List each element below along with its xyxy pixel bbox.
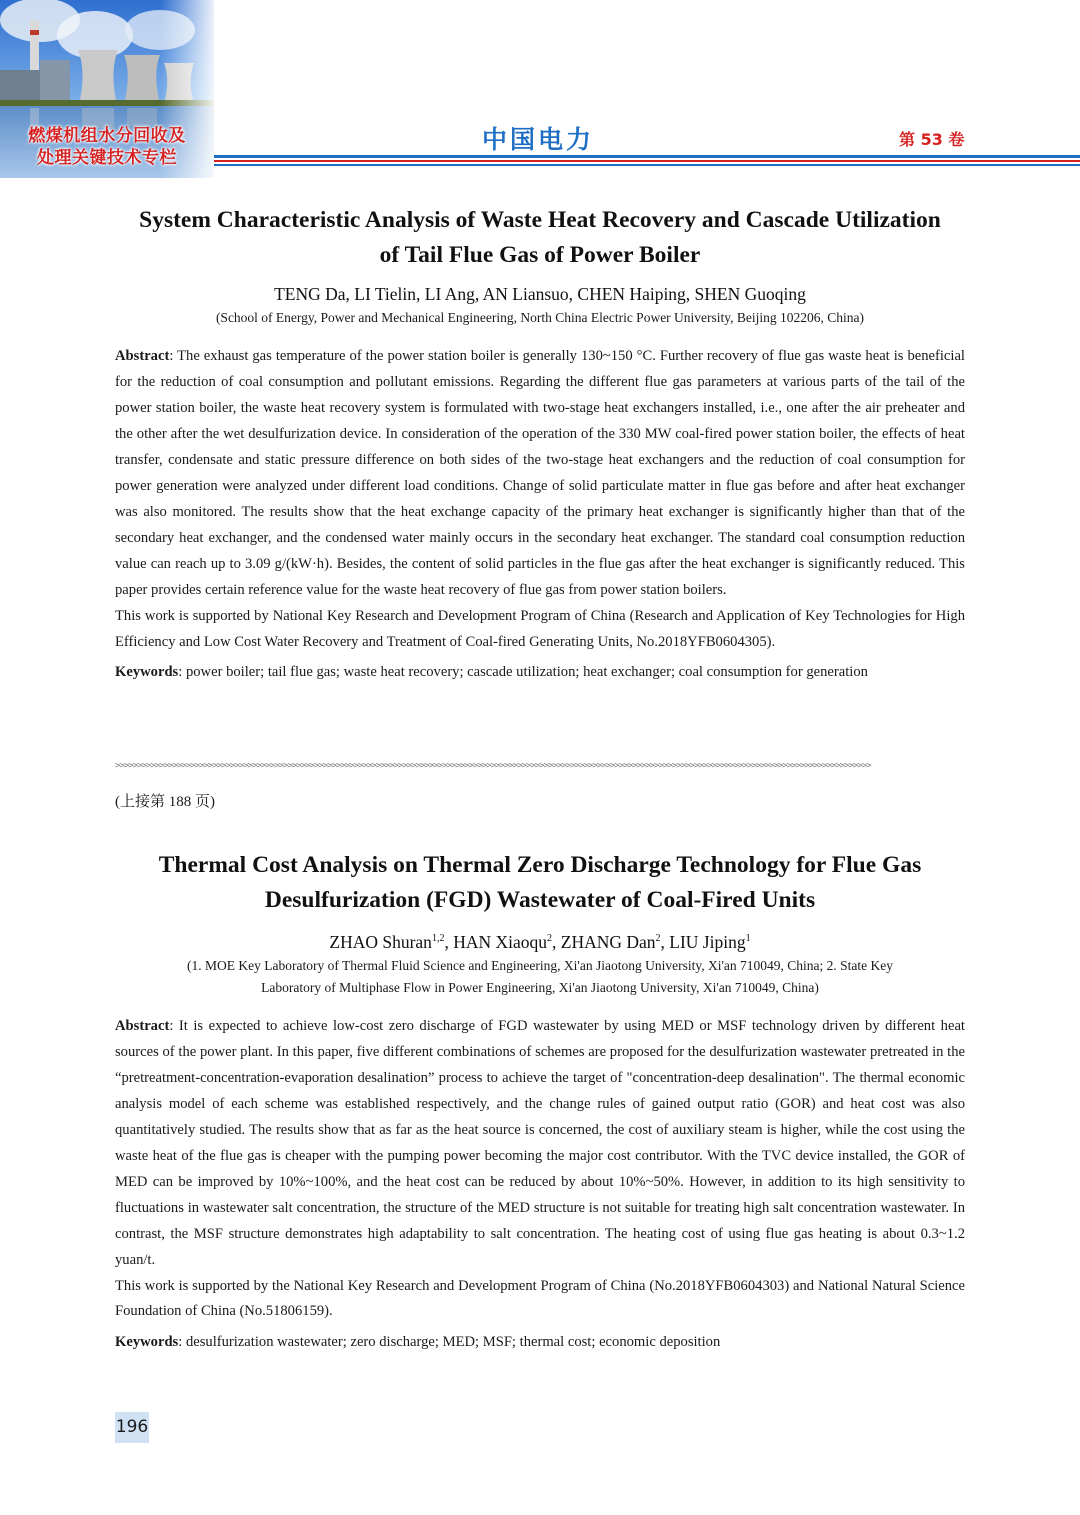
author-affil-mark: 1,2 xyxy=(431,933,445,944)
keywords-label: Keywords xyxy=(115,664,179,680)
article-1-title-line2: of Tail Flue Gas of Power Boiler xyxy=(379,242,701,268)
keywords-label: Keywords xyxy=(115,1333,179,1350)
section-divider: >>>>>>>>>>>>>>>>>>>>>>>>>>>>>>>>>>>>>>>>>>>>>>>>>>>>>>>>>>>>>>>>>>>>>>>>>>>>>>>>>>>>>>>>>>>>>>>>>>>>>>>>>>>>>>>>>>>>>>>>>>>>>>>>>>>>>>>>>>>>>>>>>>>>>>>>>>>>>>>>>>>>>>>>>>> xyxy=(115,761,871,771)
article-2 xyxy=(115,848,965,1355)
author-name: , HAN Xiaoqu xyxy=(444,931,547,952)
article-2-affiliation-line1: (1. MOE Key Laboratory of Thermal Fluid Science and Engineering, Xi'an Jiaotong University, Xi'an 710049, China; 2. State Key xyxy=(187,957,893,973)
author-name: ZHAO Shuran xyxy=(329,931,432,952)
keywords-text: : desulfurization wastewater; zero discharge; MED; MSF; thermal cost; economic deposition xyxy=(178,1333,721,1350)
article-1-keywords xyxy=(115,659,965,685)
article-1-affiliation: (School of Energy, Power and Mechanical Engineering, North China Electric Power University, Beijing 102206, China) xyxy=(215,310,865,325)
header-rule-red xyxy=(214,160,1080,162)
special-column-label xyxy=(0,125,214,169)
article-2-title-line2: Desulfurization (FGD) Wastewater of Coal-Fired Units xyxy=(264,887,816,913)
article-2-title xyxy=(115,848,965,918)
author-name: , ZHANG Dan xyxy=(552,931,656,952)
article-1-authors: TENG Da, LI Tielin, LI Ang, AN Liansuo, CHEN Haiping, SHEN Guoqing xyxy=(274,284,806,304)
article-2-affiliation-line2: Laboratory of Multiphase Flow in Power Engineering, Xi'an Jiaotong University, Xi'an 710049, China) xyxy=(261,979,819,995)
article-2-funding: This work is supported by the National Key Research and Development Program of China (No.2018YFB0604303) and National Natural Science Foundation of China (No.51806159). xyxy=(115,1277,965,1320)
header-rule-blue-2 xyxy=(214,164,1080,166)
article-1-title xyxy=(115,203,965,273)
header-rule-blue xyxy=(214,155,1080,158)
article-1 xyxy=(115,203,965,685)
article-1-title-line1: System Characteristic Analysis of Waste Heat Recovery and Cascade Utilization xyxy=(139,207,941,233)
author-affil-mark: 2 xyxy=(547,933,552,944)
article-2-abstract xyxy=(115,1013,965,1273)
abstract-text: : The exhaust gas temperature of the power station boiler is generally 130~150 °C. Further recovery of flue gas waste heat is beneficial for the reduction of coal consumption and pollutant emissions. Regarding the different flue gas parameters at various parts of the tail of the power station boiler, the waste heat recovery system is formulated with two-stage heat exchangers installed, i.e., one after the air preheater and the other after the wet desulfurization device. In consideration of the operation of the 330 MW coal-fired power station boiler, the effects of heat transfer, condensate and static pressure difference on both sides of the two-stage heat exchangers and the reduction of coal consumption for power generation were analyzed under different load conditions. Change of solid particulate matter in flue gas before and after heat exchanger was also monitored. The results show that the heat exchange capacity of the primary heat exchanger is significantly higher than that of the secondary heat exchanger, and the condensed water mainly occurs in the secondary heat exchanger. The standard coal consumption reduction value can reach up to 3.09 g/(kW·h). Besides, the content of solid particles in the flue gas after the heat exchanger is significantly reduced. This paper provides certain reference value for the waste heat recovery of flue gas from power station boilers. xyxy=(115,348,965,598)
abstract-text: : It is expected to achieve low-cost zero discharge of FGD wastewater by using MED or MSF technology driven by different heat sources of the power plant. In this paper, five different combinations of schemes are proposed for the desulfurization wastewater pretreated in the “pretreatment-concentration-evaporation desalination” process to achieve the target of "concentration-deep desalination". The thermal economic analysis model of each scheme was established respectively, and the change rules of gained output ratio (GOR) and heat cost was also quantitatively studied. The results show that as far as the heat source is concerned, the cost of auxiliary steam is higher, while the cost using the waste heat of the flue gas is cheaper with the pumping power becoming the major cost contributor. With the TVC device installed, the GOR of MED can be improved by 10%~100%, and the heat cost can be reduced by about 10%~50%. However, in addition to its high sensitivity to fluctuations in wastewater salt concentration, the structure of the MED structure is not suitable for treating high salt concentration wastewater. In contrast, the MSF structure demonstrates high adaptability to salt concentration. The heating cost of using flue gas heating is about 0.3~1.2 yuan/t. xyxy=(115,1017,965,1268)
article-1-funding: This work is supported by National Key Research and Development Program of China (Research and Application of Key Technologies for High Efficiency and Low Cost Water Recovery and Treatment of Coal-fired Generating Units, No.2018YFB0604305). xyxy=(115,608,965,650)
author-name: , LIU Jiping xyxy=(660,931,746,952)
article-2-affiliation xyxy=(115,955,965,999)
special-column-line2: 处理关键技术专栏 xyxy=(37,148,177,168)
author-affil-mark: 2 xyxy=(655,933,661,944)
article-2-title-line1: Thermal Cost Analysis on Thermal Zero Discharge Technology for Flue Gas xyxy=(158,852,922,878)
article-2-authors xyxy=(115,926,965,955)
journal-name: 中国电力 xyxy=(482,125,595,154)
volume-number: 第 53 卷 xyxy=(899,130,965,149)
special-column-line1: 燃煤机组水分回收及 xyxy=(28,126,186,146)
keywords-text: : power boiler; tail flue gas; waste heat recovery; cascade utilization; heat exchanger; coal consumption for generation xyxy=(178,664,868,680)
continued-from-note: (上接第 188 页) xyxy=(115,794,215,810)
abstract-label: Abstract xyxy=(115,348,170,364)
abstract-label: Abstract xyxy=(115,1017,170,1034)
article-2-keywords xyxy=(115,1329,965,1355)
page-number: 196 xyxy=(115,1412,149,1443)
author-affil-mark: 1 xyxy=(745,933,751,944)
article-1-abstract xyxy=(115,343,965,603)
